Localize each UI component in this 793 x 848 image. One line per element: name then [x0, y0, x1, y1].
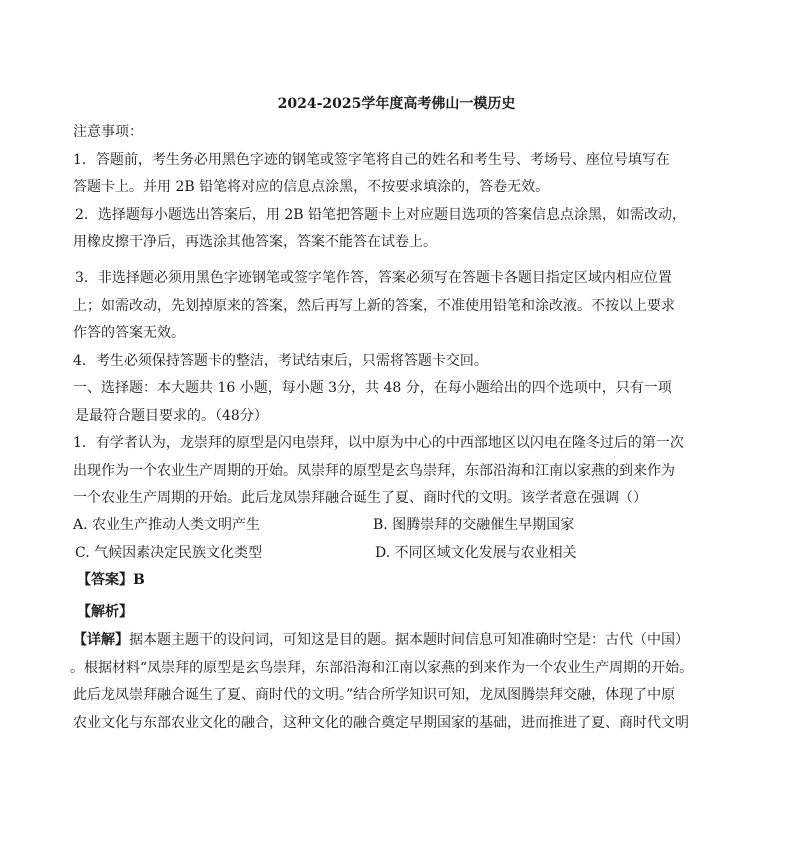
notice-heading: 注意事项： — [73, 124, 143, 140]
notice-1-line-2: 答题卡上。并用 2B 铅笔将对应的信息点涂黑，不按要求填涂的，答卷无效。 — [73, 179, 550, 195]
analysis-line-1-text: 据本题主题干的设问词，可知这是目的题。据本题时间信息可知准确时空是：古代（中国） — [129, 632, 689, 648]
question-1-line-1: 1．有学者认为，龙崇拜的原型是闪电崇拜，以中原为中心的中西部地区以闪电在隆冬过后的第一次 — [73, 435, 684, 451]
option-c: C. 气候因素决定民族文化类型 — [75, 545, 263, 561]
notice-2-line-1: 2．选择题每小题选出答案后，用 2B 铅笔把答题卡上对应题目选项的答案信息点涂黑，如需改动， — [75, 207, 687, 223]
analysis-line-1 — [73, 630, 689, 650]
option-a: A. 农业生产推动人类文明产生 — [73, 517, 261, 533]
analysis-line-3: 此后龙凤崇拜融合诞生了夏、商时代的文明。”结合所学知识可知，龙凤图腾崇拜交融，体现了中原 — [73, 687, 676, 703]
question-1-line-3: 一个农业生产周期的开始。此后龙凤崇拜融合诞生了夏、商时代的文明。该学者意在强调（） — [73, 490, 647, 506]
answer-value: B — [133, 572, 145, 588]
answer-label: 【答案】 — [77, 572, 133, 588]
question-1-line-2: 出现作为一个农业生产周期的开始。凤崇拜的原型是玄鸟崇拜，东部沿海和江南以家燕的到来作为 — [73, 463, 675, 479]
detail-label: 【详解】 — [73, 632, 129, 648]
section-heading-line-1: 一、选择题：本大题共 16 小题，每小题 3分，共 48 分，在每小题给出的四个选项中，只有一项 — [73, 380, 672, 396]
notice-1-line-1: 1．答题前，考生务必用黑色字迹的钢笔或签字笔将自己的姓名和考生号、考场号、座位号填写在 — [73, 152, 670, 168]
option-b: B. 图腾崇拜的交融催生早期国家 — [373, 517, 575, 533]
notice-2-line-2: 用橡皮擦干净后，再选涂其他答案，答案不能答在试卷上。 — [73, 234, 437, 250]
section-heading-line-2: 是最符合题目要求的。（48分） — [75, 408, 268, 424]
analysis-line-4: 农业文化与东部农业文化的融合，这种文化的融合奠定早期国家的基础，进而推进了夏、商时代文明 — [73, 715, 689, 731]
notice-3-line-3: 作答的答案无效。 — [73, 325, 185, 341]
notice-4-line-1: 4．考生必须保持答题卡的整洁，考试结束后，只需将答题卡交回。 — [73, 353, 488, 369]
option-d: D. 不同区域文化发展与农业相关 — [375, 545, 577, 561]
answer-line — [77, 570, 145, 590]
page-title: 2024-2025学年度高考佛山一模历史 — [277, 96, 516, 112]
analysis-line-2: 。根据材料“凤崇拜的原型是玄鸟崇拜，东部沿海和江南以家燕的到来作为一个农业生产周期的开始。 — [70, 660, 694, 676]
notice-3-line-2: 上；如需改动，先划掉原来的答案，然后再写上新的答案，不准使用铅笔和涂改液。不按以上要求 — [73, 298, 675, 314]
analysis-label: 【解析】 — [77, 604, 133, 620]
notice-3-line-1: 3．非选择题必须用黑色字迹钢笔或签字笔作答，答案必须写在答题卡各题目指定区域内相应位置 — [75, 270, 672, 286]
